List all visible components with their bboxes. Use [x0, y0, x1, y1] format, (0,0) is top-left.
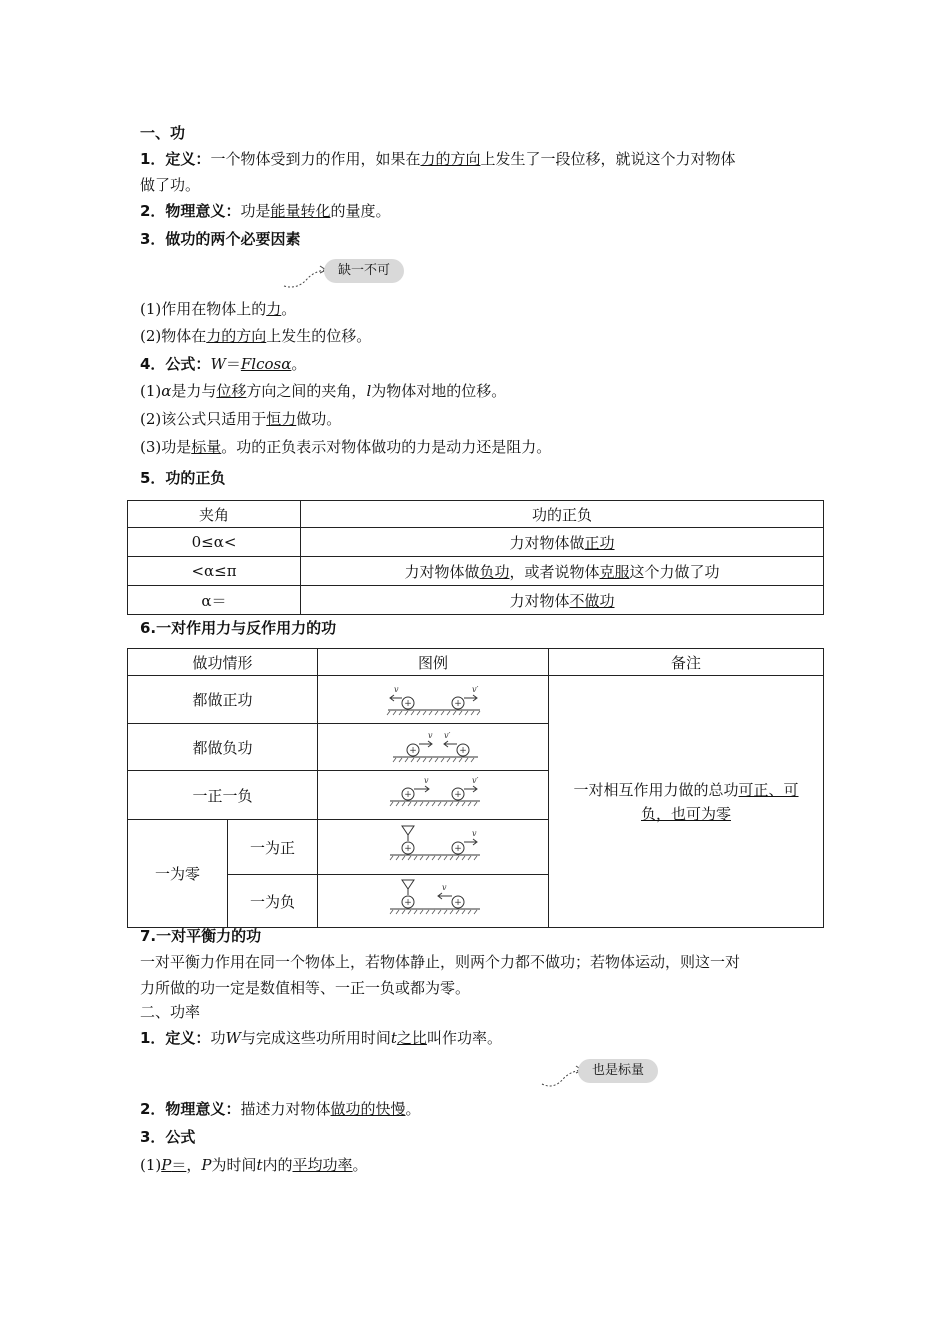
sec7-line-1: 一对平衡力作用在同一个物体上，若物体静止，则两个力都不做功；若物体运动，则这一对	[140, 953, 741, 971]
power-formula-title: 3．公式	[140, 1128, 196, 1146]
text: 。功的正负表示对物体做功的力是动力还是阻力。	[221, 438, 552, 456]
sec7-line-2: 力所做的功一定是数值相等、一正一负或都为零。	[140, 979, 471, 997]
meaning-label: 2．物理意义：	[140, 1100, 241, 1118]
v-label: v	[428, 731, 433, 740]
meaning-line	[140, 201, 391, 221]
formula-label: 4．公式：	[140, 355, 211, 373]
figure-both-positive	[318, 676, 549, 724]
diagram-one-pos-one-neg	[318, 771, 548, 819]
sec6-title: 6.一对作用力与反作用力的功	[140, 619, 337, 637]
underlined-answer: ＝	[171, 1156, 187, 1174]
power-definition	[140, 1028, 502, 1048]
header-figure: 图例	[318, 649, 549, 676]
text: 为物体对地的位移。	[371, 382, 507, 400]
text: 。	[352, 1156, 368, 1174]
text: (2)物体在	[140, 327, 207, 345]
underlined-answer: 正功	[584, 533, 615, 552]
meaning-label: 2．物理意义：	[140, 202, 241, 220]
text: 力对物体做	[509, 533, 585, 552]
diagram-one-zero-positive	[318, 820, 548, 874]
underlined-answer: 恒力	[266, 410, 297, 428]
underlined-answer: 负功	[479, 562, 510, 581]
svg-text:+: +	[404, 844, 412, 854]
math: t	[390, 1029, 397, 1047]
svg-text:+: +	[454, 699, 462, 709]
sign-cell	[301, 528, 824, 557]
angle-cell: <α≤π	[128, 557, 301, 586]
factors-title: 3．做功的两个必要因素	[140, 230, 301, 248]
underlined-answer: 不做功	[569, 591, 615, 610]
header-angle: 夹角	[128, 501, 301, 528]
section-title-work: 一、功	[140, 124, 186, 142]
text: 力对物体做	[404, 562, 480, 581]
power-meaning	[140, 1099, 421, 1119]
figure-both-negative	[318, 724, 549, 771]
definition-line-2: 做了功。	[140, 176, 201, 194]
header-case: 做功情形	[128, 649, 318, 676]
text: 做功。	[296, 410, 342, 428]
text: 一对相互作用力做的总功	[573, 780, 739, 799]
figure-one-zero-negative	[318, 875, 549, 928]
dotted-arrow-icon	[280, 256, 330, 290]
math: t	[256, 1156, 263, 1174]
text: ，	[186, 1156, 202, 1174]
text: (2)该公式只适用于	[140, 410, 267, 428]
text: 力对物体	[509, 591, 570, 610]
header-note: 备注	[549, 649, 824, 676]
text: 描述力对物体	[240, 1100, 331, 1118]
text: 是力与	[171, 382, 217, 400]
svg-text:+: +	[454, 844, 462, 854]
diagram-both-positive	[318, 676, 548, 723]
point-3	[140, 437, 551, 457]
svg-text:+: +	[459, 746, 467, 756]
underlined-answer: 力	[266, 300, 282, 318]
header-sign: 功的正负	[301, 501, 824, 528]
math: α	[161, 382, 172, 400]
sign-title: 5．功的正负	[140, 469, 226, 487]
underlined-answer: 负，也可为零	[640, 804, 731, 823]
factor-2	[140, 326, 371, 346]
text: 一个物体受到力的作用，如果在	[210, 150, 421, 168]
math: P	[201, 1156, 212, 1174]
svg-text:+: +	[404, 898, 412, 908]
case-both-positive: 都做正功	[128, 676, 318, 724]
definition-line	[140, 149, 735, 169]
text: 为时间	[211, 1156, 257, 1174]
text: 这个力做了功	[629, 562, 720, 581]
underlined-answer: 可正、可	[738, 780, 799, 799]
case-one-zero: 一为零	[128, 820, 228, 928]
svg-text:+: +	[454, 898, 462, 908]
underlined-answer: 做功的快慢	[330, 1100, 406, 1118]
diagram-one-zero-negative	[318, 875, 548, 927]
text: 的量度。	[330, 202, 391, 220]
text: 方向之间的夹角，	[246, 382, 367, 400]
text: 。	[281, 300, 297, 318]
case-one-pos-one-neg: 一正一负	[128, 771, 318, 820]
formula-line	[140, 354, 306, 374]
action-reaction-table	[127, 648, 824, 928]
underlined-answer: 标量	[191, 438, 222, 456]
math: W	[210, 355, 226, 373]
callout-also-scalar	[538, 1056, 662, 1090]
underlined-answer: 克服	[599, 562, 630, 581]
text: (1)	[140, 1156, 162, 1174]
v-prime-label: v′	[444, 731, 451, 740]
angle-cell: α＝	[128, 586, 301, 615]
text: ，或者说物体	[509, 562, 600, 581]
math: ＝	[225, 355, 241, 373]
underlined-answer: 平均功率	[292, 1156, 353, 1174]
sign-cell	[301, 557, 824, 586]
callout-must-have-both	[280, 256, 410, 290]
definition-label: 1．定义：	[140, 1029, 211, 1047]
sec7-title: 7.一对平衡力的功	[140, 927, 262, 945]
figure-one-pos-one-neg	[318, 771, 549, 820]
note-cell	[549, 676, 824, 928]
text: (1)	[140, 382, 162, 400]
text: (1)作用在物体上的	[140, 300, 267, 318]
diagram-both-negative	[318, 724, 548, 770]
definition-label: 1．定义：	[140, 150, 211, 168]
text: 内的	[262, 1156, 293, 1174]
angle-cell: 0≤α<	[128, 528, 301, 557]
section-title-power: 二、功率	[140, 1003, 201, 1021]
text: 上发生的位移。	[266, 327, 372, 345]
underlined-answer: 之比	[396, 1029, 427, 1047]
underlined-answer: 力的方向	[206, 327, 267, 345]
case-one-positive: 一为正	[228, 820, 318, 875]
underlined-answer: 力的方向	[420, 150, 481, 168]
text: 。	[405, 1100, 421, 1118]
power-formula-1	[140, 1155, 368, 1175]
figure-one-zero-positive	[318, 820, 549, 875]
svg-text:+: +	[404, 699, 412, 709]
sign-cell	[301, 586, 824, 615]
text: 上发生了一段位移，就说这个力对物体	[480, 150, 736, 168]
point-1	[140, 381, 506, 401]
work-sign-table	[127, 500, 824, 615]
case-both-negative: 都做负功	[128, 724, 318, 771]
svg-text:+: +	[409, 746, 417, 756]
case-one-negative: 一为负	[228, 875, 318, 928]
text: 。	[291, 355, 307, 373]
callout-bubble: 缺一不可	[324, 259, 404, 283]
underlined-answer: 能量转化	[270, 202, 331, 220]
v-label: v	[442, 883, 447, 892]
v-prime-label: v′	[472, 776, 479, 785]
underlined-answer: P	[161, 1156, 172, 1174]
text: 叫作功率。	[426, 1029, 502, 1047]
underlined-answer: 位移	[216, 382, 247, 400]
text: 功	[210, 1029, 226, 1047]
text: 功是	[240, 202, 271, 220]
v-prime-label: v′	[472, 685, 479, 694]
v-label: v	[424, 776, 429, 785]
math: l	[366, 382, 372, 400]
svg-text:+: +	[454, 790, 462, 800]
v-label: v	[394, 685, 399, 694]
math: W	[225, 1029, 241, 1047]
underlined-answer: Flcosα	[240, 355, 292, 373]
callout-bubble: 也是标量	[578, 1059, 658, 1083]
v-label: v	[472, 829, 477, 838]
svg-text:+: +	[404, 790, 412, 800]
text: 与完成这些功所用时间	[240, 1029, 391, 1047]
point-2	[140, 409, 341, 429]
text: (3)功是	[140, 438, 192, 456]
factor-1	[140, 299, 296, 319]
